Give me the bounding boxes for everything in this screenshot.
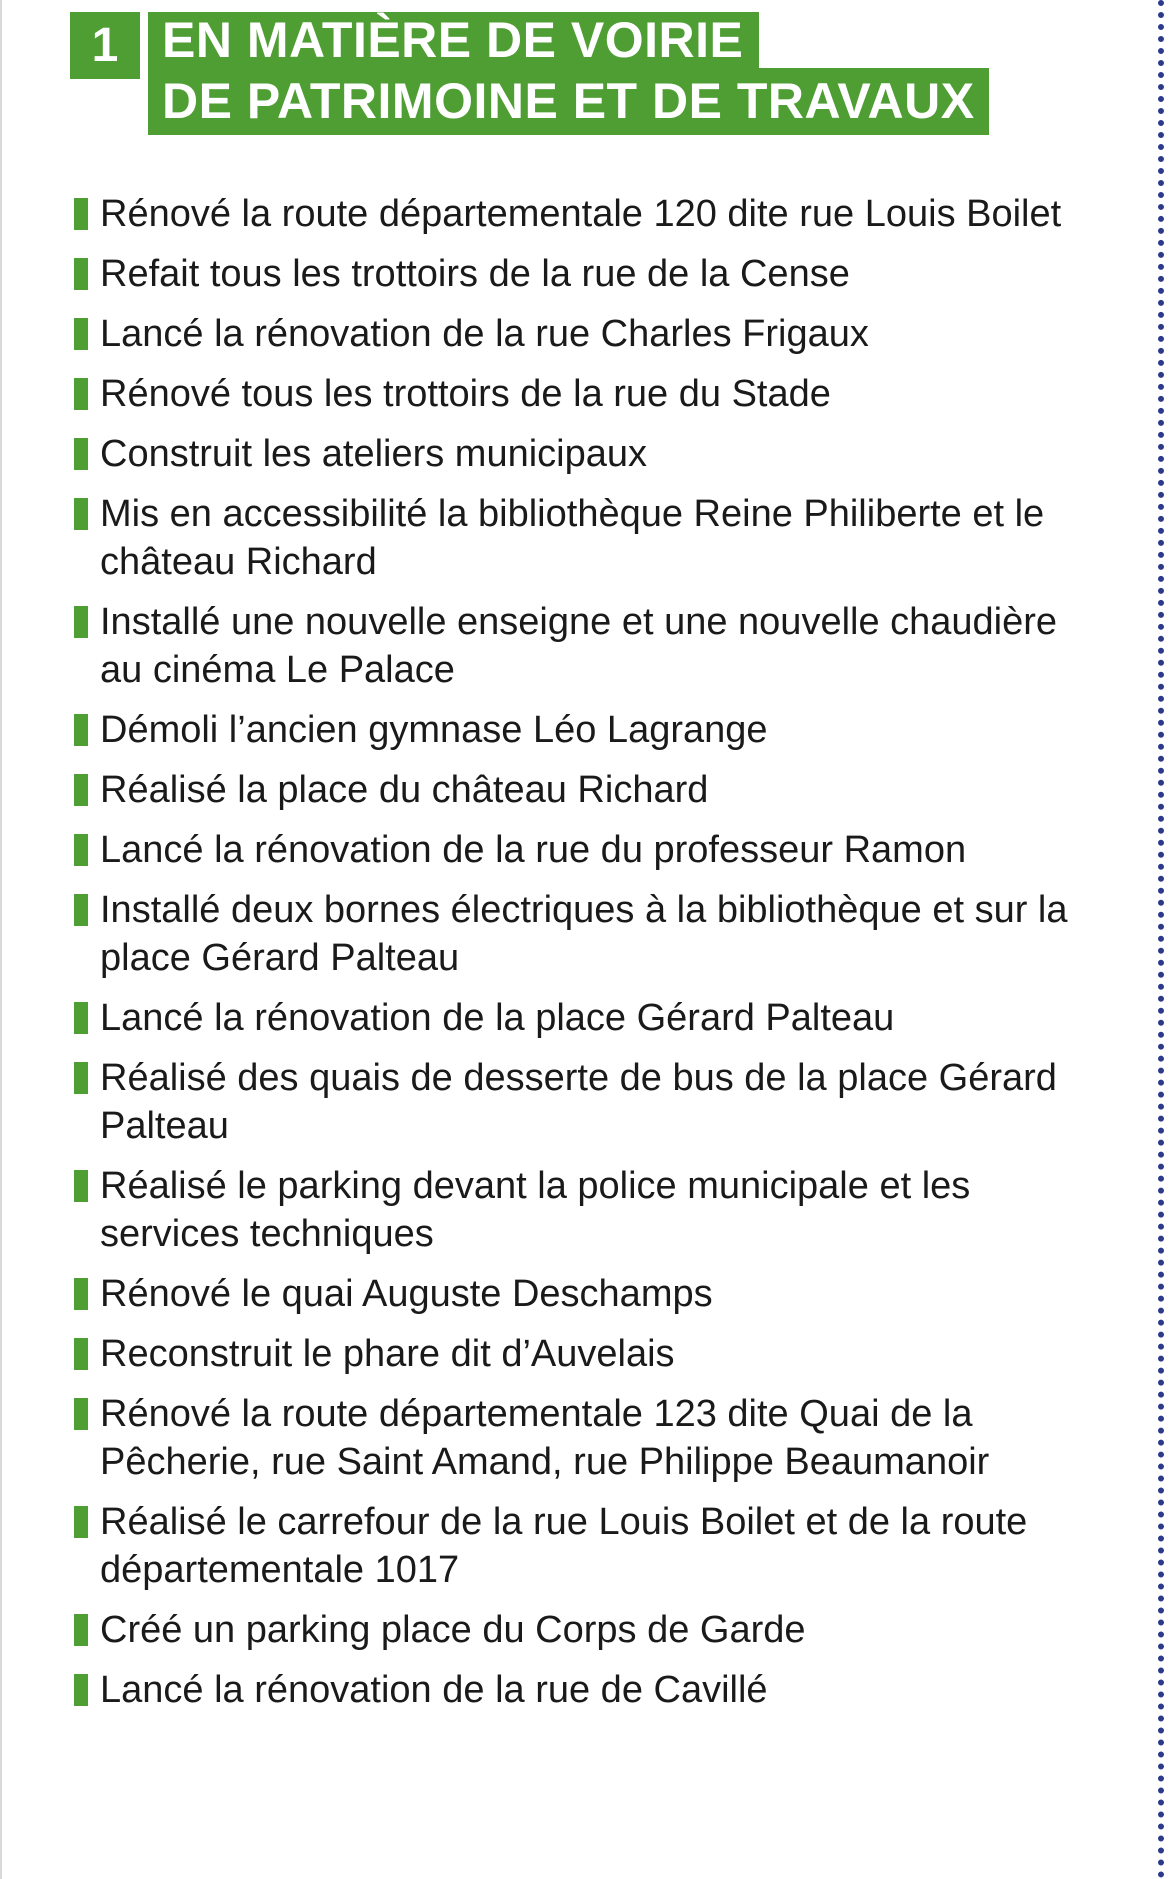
bullet-marker — [74, 1506, 88, 1538]
list-item-text: Construit les ateliers municipaux — [100, 433, 648, 475]
section-title-line-1: EN MATIÈRE DE VOIRIE — [148, 12, 759, 68]
bullet-marker — [74, 834, 88, 866]
list-item-text: Lancé la rénovation de la rue Charles Frigaux — [100, 313, 869, 355]
bullet-marker — [74, 894, 88, 926]
list-item — [72, 1330, 1082, 1378]
list-item-text: Mis en accessibilité la bibliothèque Reine Philiberte et le château Richard — [100, 493, 1045, 583]
list-item — [72, 598, 1082, 694]
list-item-text: Lancé la rénovation de la rue du professeur Ramon — [100, 829, 967, 871]
bullet-marker — [74, 378, 88, 410]
list-item — [72, 190, 1082, 238]
list-item-text: Installé deux bornes électriques à la bibliothèque et sur la place Gérard Palteau — [100, 889, 1068, 979]
left-page-rule — [0, 0, 2, 1879]
list-item — [72, 886, 1082, 982]
list-item — [72, 1498, 1082, 1594]
list-item — [72, 1270, 1082, 1318]
list-item — [72, 994, 1082, 1042]
dotted-page-border — [1158, 0, 1164, 1879]
bullet-marker — [74, 1614, 88, 1646]
bullet-marker — [74, 258, 88, 290]
list-item-text: Installé une nouvelle enseigne et une nouvelle chaudière au cinéma Le Palace — [100, 601, 1058, 691]
list-item — [72, 1666, 1082, 1714]
list-item-text: Rénové tous les trottoirs de la rue du Stade — [100, 373, 831, 415]
bullet-marker — [74, 714, 88, 746]
bullet-marker — [74, 498, 88, 530]
achievements-list — [72, 190, 1082, 1726]
bullet-marker — [74, 438, 88, 470]
list-item — [72, 490, 1082, 586]
bullet-marker — [74, 1674, 88, 1706]
list-item-text: Créé un parking place du Corps de Garde — [100, 1609, 806, 1651]
list-item — [72, 1162, 1082, 1258]
bullet-marker — [74, 198, 88, 230]
list-item — [72, 826, 1082, 874]
bullet-marker — [74, 1278, 88, 1310]
list-item-text: Réalisé des quais de desserte de bus de la place Gérard Palteau — [100, 1057, 1057, 1147]
bullet-marker — [74, 1338, 88, 1370]
bullet-marker — [74, 1398, 88, 1430]
list-item-text: Lancé la rénovation de la rue de Cavillé — [100, 1669, 768, 1711]
list-item — [72, 250, 1082, 298]
list-item — [72, 706, 1082, 754]
bullet-marker — [74, 1002, 88, 1034]
list-item — [72, 370, 1082, 418]
section-title-line-2: DE PATRIMOINE ET DE TRAVAUX — [148, 68, 989, 135]
list-item-text: Reconstruit le phare dit d’Auvelais — [100, 1333, 675, 1375]
list-item-text: Démoli l’ancien gymnase Léo Lagrange — [100, 709, 768, 751]
bullet-marker — [74, 318, 88, 350]
list-item-text: Réalisé le carrefour de la rue Louis Boilet et de la route départementale 1017 — [100, 1501, 1028, 1591]
list-item-text: Réalisé le parking devant la police municipale et les services techniques — [100, 1165, 971, 1255]
list-item — [72, 1606, 1082, 1654]
list-item — [72, 1390, 1082, 1486]
bullet-marker — [74, 606, 88, 638]
list-item-text: Réalisé la place du château Richard — [100, 769, 709, 811]
list-item-text: Lancé la rénovation de la place Gérard Palteau — [100, 997, 895, 1039]
bullet-marker — [74, 1062, 88, 1094]
bullet-marker — [74, 1170, 88, 1202]
list-item-text: Rénové la route départementale 123 dite Quai de la Pêcherie, rue Saint Amand, rue Philippe Beaumanoir — [100, 1393, 990, 1483]
bullet-marker — [74, 774, 88, 806]
list-item — [72, 1054, 1082, 1150]
list-item-text: Refait tous les trottoirs de la rue de la Cense — [100, 253, 850, 295]
list-item-text: Rénové la route départementale 120 dite rue Louis Boilet — [100, 193, 1062, 235]
list-item — [72, 766, 1082, 814]
section-number-badge: 1 — [70, 12, 140, 79]
list-item — [72, 310, 1082, 358]
list-item — [72, 430, 1082, 478]
list-item-text: Rénové le quai Auguste Deschamps — [100, 1273, 713, 1315]
